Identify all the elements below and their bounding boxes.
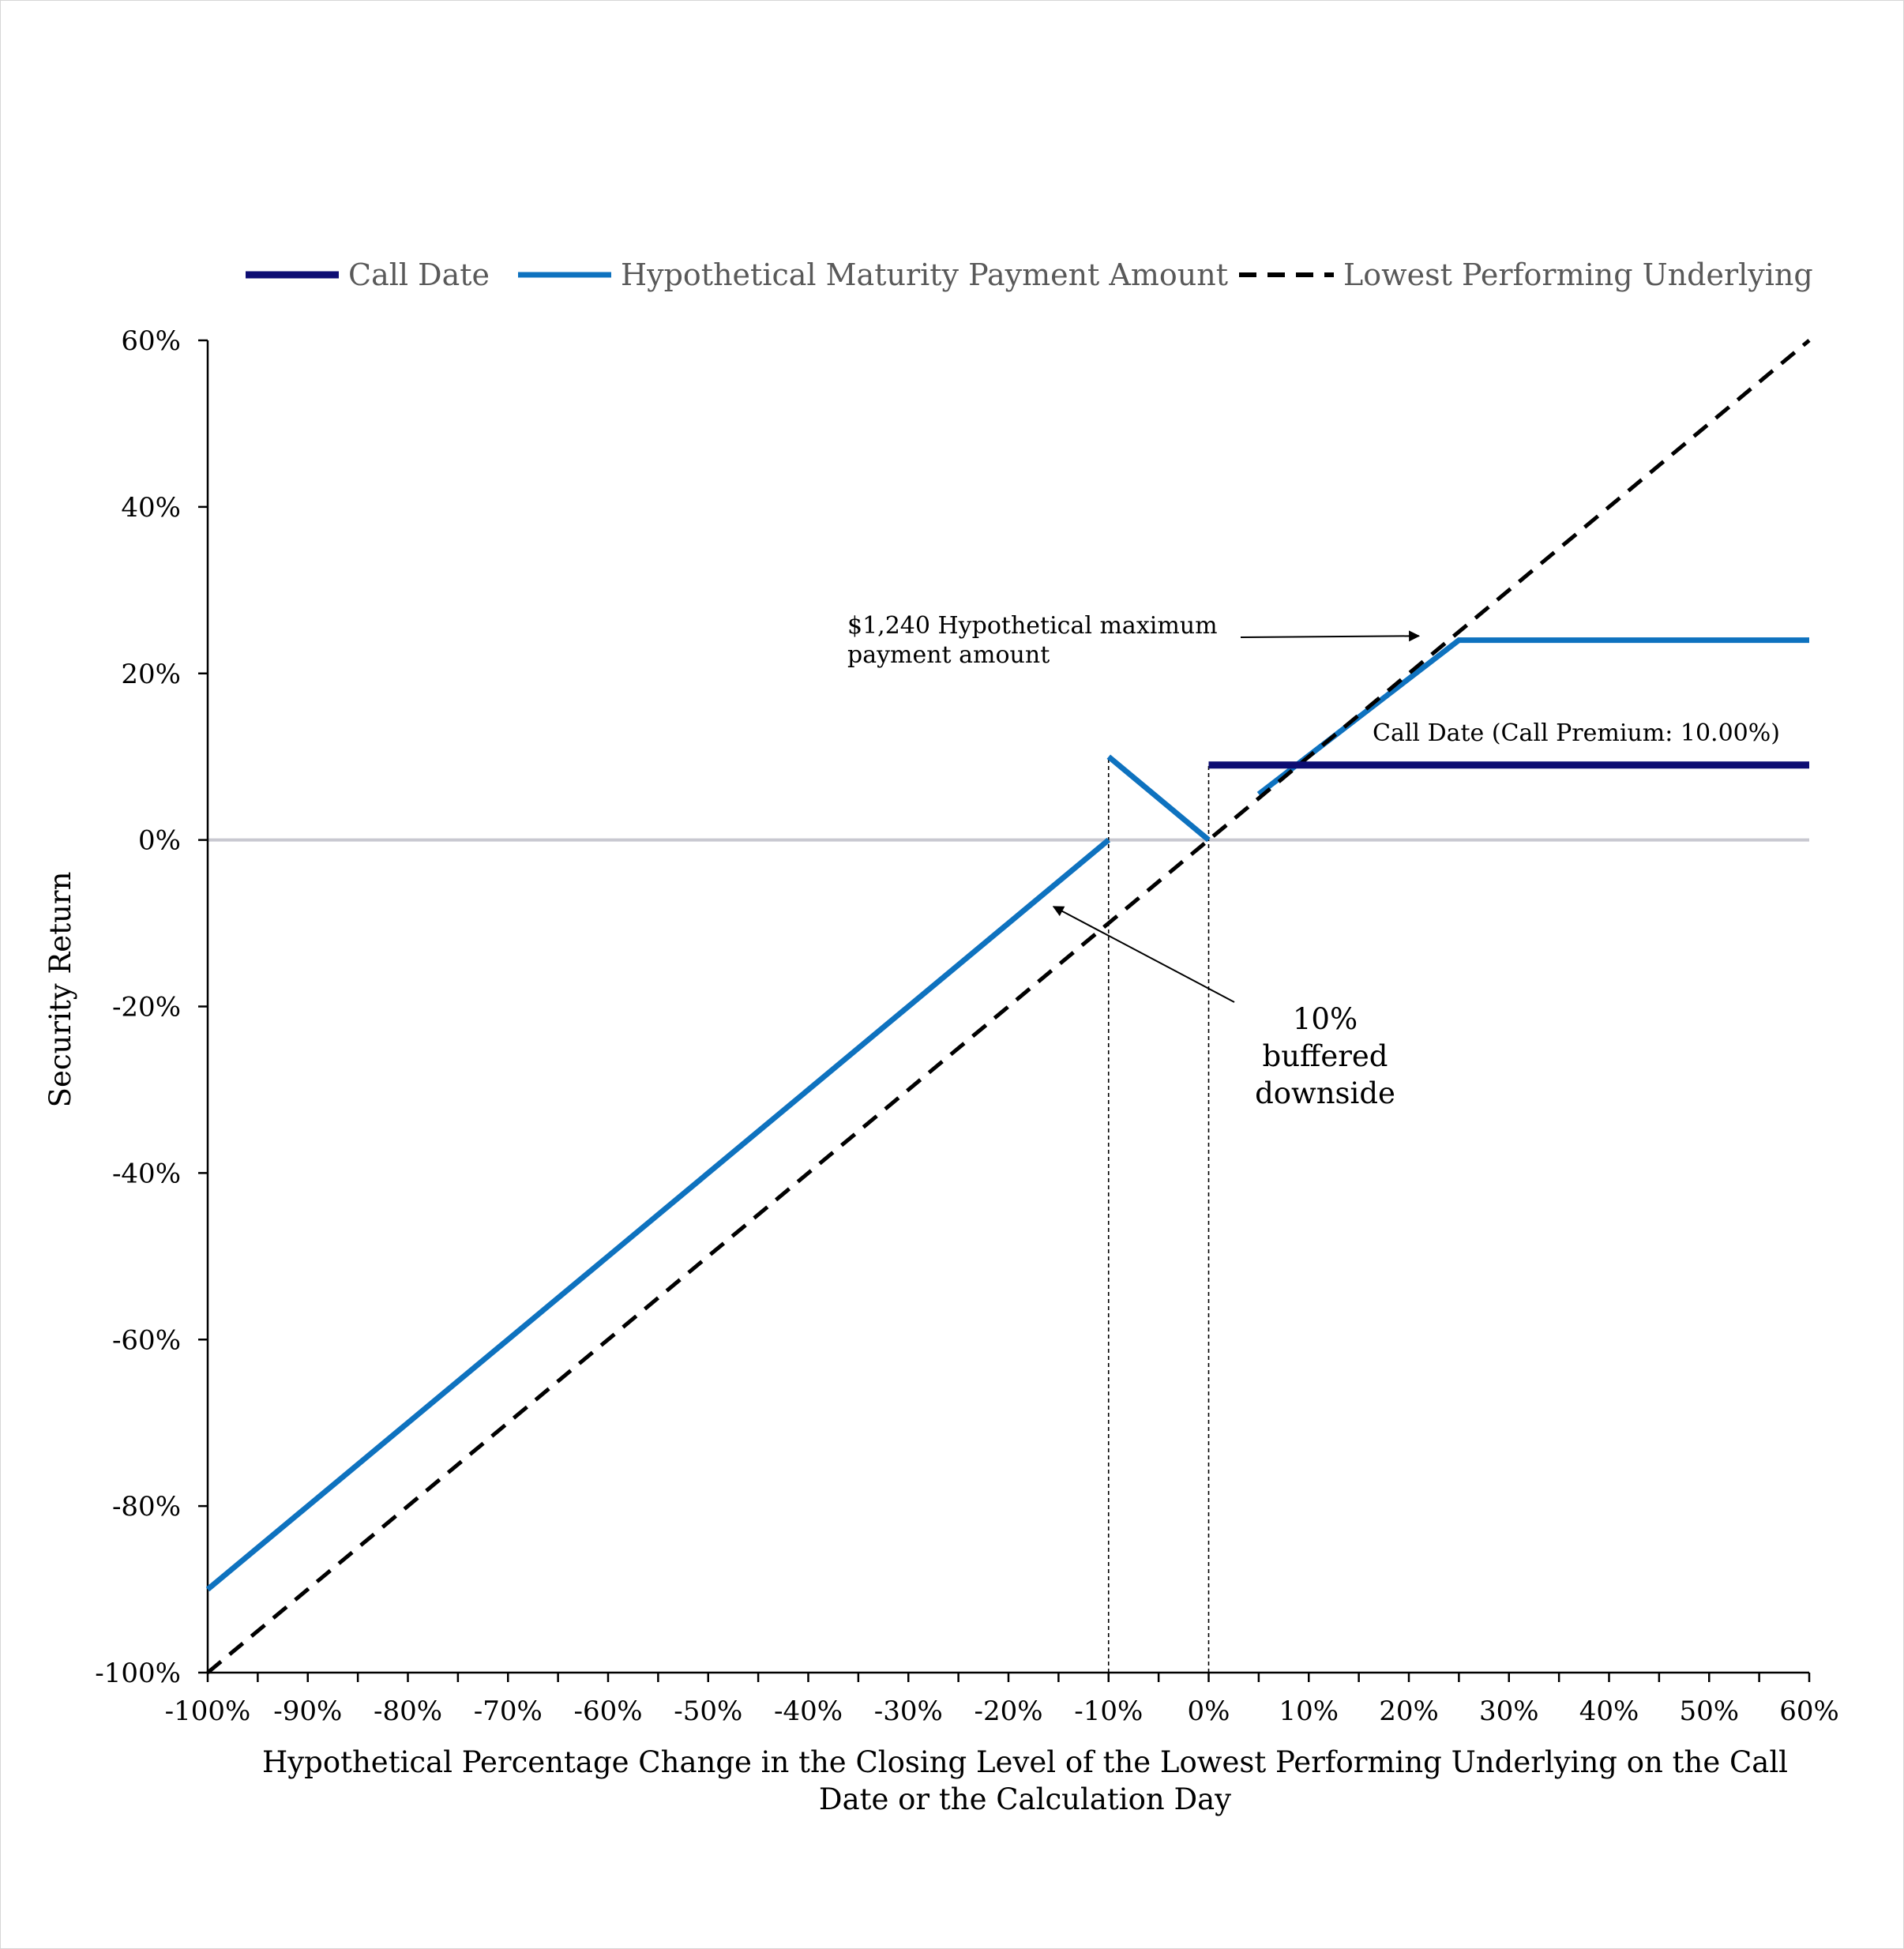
y-tick-label: 0% bbox=[138, 824, 181, 857]
annotation-buffer-line-1: 10% bbox=[1292, 1002, 1358, 1036]
y-tick-label: -100% bbox=[95, 1658, 181, 1689]
series-maturity-segment-0 bbox=[208, 840, 1109, 1590]
legend-label-underlying: Lowest Performing Underlying bbox=[1343, 257, 1813, 292]
x-tick-label: -80% bbox=[373, 1696, 443, 1727]
x-tick-label: -10% bbox=[1074, 1696, 1144, 1727]
y-tick-label: 60% bbox=[121, 325, 181, 357]
x-tick-label: -90% bbox=[273, 1696, 343, 1727]
x-tick-label: -100% bbox=[164, 1696, 251, 1727]
x-tick-label: -30% bbox=[873, 1696, 943, 1727]
legend-label-call-date: Call Date bbox=[348, 257, 490, 292]
x-tick-label: 10% bbox=[1279, 1696, 1339, 1727]
x-tick-label: 0% bbox=[1187, 1696, 1230, 1727]
reference-lines bbox=[1109, 757, 1209, 1673]
y-tick-label: -20% bbox=[111, 991, 181, 1023]
annotation-max-payment bbox=[847, 612, 1419, 669]
annotation-buffer-line-3: downside bbox=[1255, 1076, 1395, 1110]
x-tick-label: 20% bbox=[1379, 1696, 1439, 1727]
x-tick-label: 50% bbox=[1679, 1696, 1740, 1727]
payoff-chart bbox=[1, 1, 1903, 1948]
y-tick-label: -60% bbox=[111, 1324, 181, 1357]
x-axis-title-line-1: Hypothetical Percentage Change in the Closing Level of the Lowest Performing Underlying on the Call bbox=[261, 1745, 1789, 1779]
annotation-max-payment-line-2: payment amount bbox=[847, 641, 1050, 669]
series-layer bbox=[208, 340, 1809, 1673]
annotation-buffer-arrow bbox=[1053, 907, 1234, 1002]
legend-label-maturity: Hypothetical Maturity Payment Amount bbox=[621, 257, 1228, 292]
y-tick-label: 40% bbox=[121, 491, 181, 524]
y-tick-label: -40% bbox=[111, 1158, 181, 1190]
x-tick-label: -50% bbox=[674, 1696, 743, 1727]
annotation-buffer bbox=[1053, 907, 1395, 1110]
x-tick-labels bbox=[165, 1696, 1839, 1727]
x-tick-label: -20% bbox=[974, 1696, 1043, 1727]
y-tick-label: -80% bbox=[111, 1491, 181, 1523]
y-tick-label: 20% bbox=[121, 658, 181, 690]
y-tick-labels bbox=[95, 325, 181, 1689]
x-tick-label: 60% bbox=[1779, 1696, 1839, 1727]
annotation-call-premium: Call Date (Call Premium: 10.00%) bbox=[1373, 719, 1780, 747]
y-axis-title: Security Return bbox=[43, 871, 77, 1108]
x-tick-label: 40% bbox=[1579, 1696, 1639, 1727]
series-maturity-segment-2 bbox=[1259, 640, 1809, 794]
x-tick-label: 30% bbox=[1478, 1696, 1539, 1727]
x-tick-label: -60% bbox=[573, 1696, 643, 1727]
series-underlying-segment-0 bbox=[208, 340, 1809, 1673]
x-axis-title-line-2: Date or the Calculation Day bbox=[818, 1782, 1232, 1816]
annotation-max-payment-arrow bbox=[1241, 636, 1419, 637]
legend bbox=[246, 257, 1813, 292]
x-tick-label: -40% bbox=[773, 1696, 843, 1727]
annotation-buffer-line-2: buffered bbox=[1262, 1039, 1388, 1073]
series-maturity-segment-1 bbox=[1109, 757, 1209, 839]
x-tick-label: -70% bbox=[473, 1696, 543, 1727]
annotation-max-payment-line-1: $1,240 Hypothetical maximum bbox=[847, 612, 1218, 640]
